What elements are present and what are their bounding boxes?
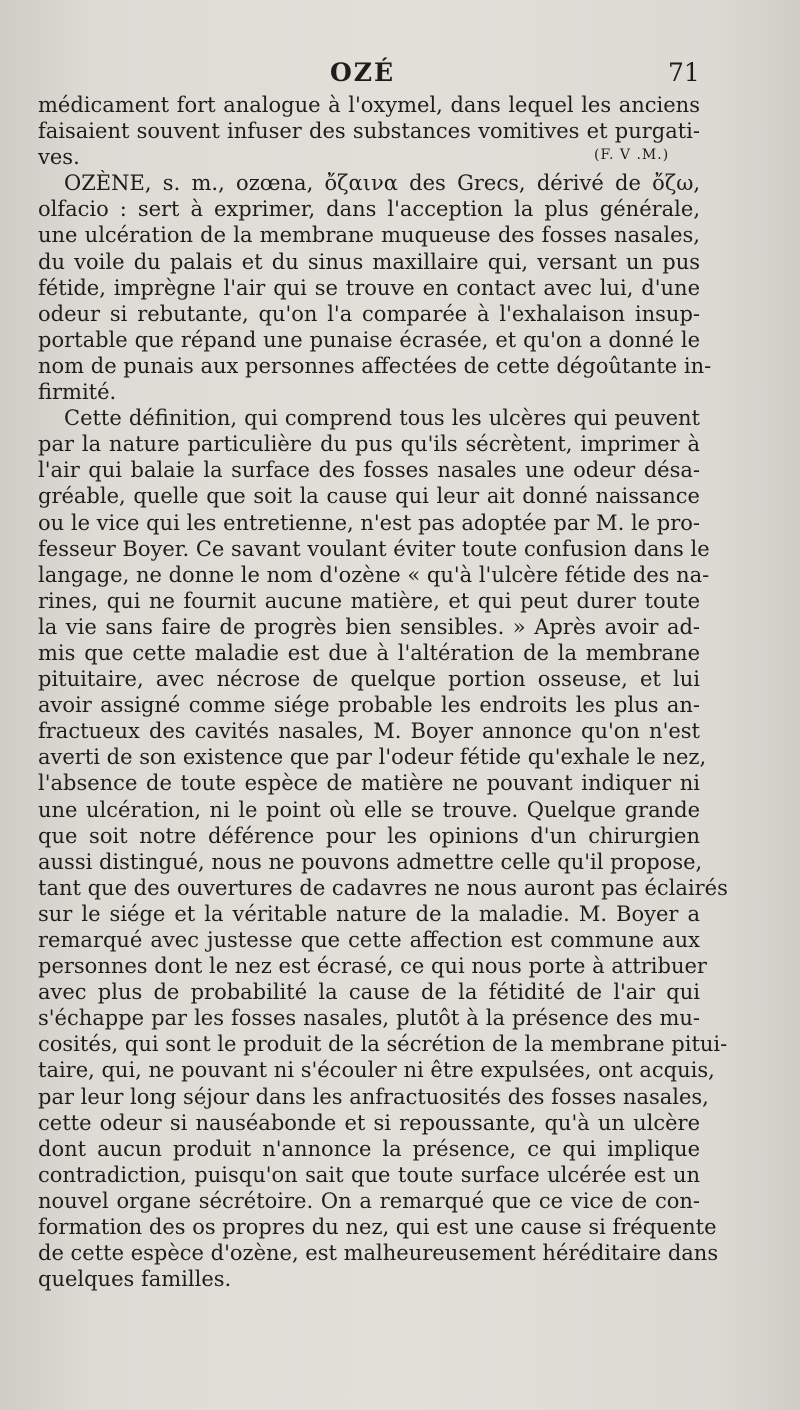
text-line: avec plus de probabilité la cause de la fétidité de l'air qui [38, 980, 700, 1005]
text-line: averti de son existence que par l'odeur fétide qu'exhale le nez, [38, 745, 707, 770]
text-line: nouvel organe sécrétoire. On a remarqué que ce vice de con- [38, 1188, 700, 1213]
text-line: fractueux des cavités nasales, M. Boyer annonce qu'on n'est [38, 719, 700, 744]
text-line: gréable, quelle que soit la cause qui leur ait donné naissance [38, 484, 700, 509]
entry-heading-line: OZÈNE, s. m., ozœna, ὄζαινα des Grecs, dérivé de ὄζω, [64, 171, 700, 196]
text-line: remarqué avec justesse que cette affection est commune aux [38, 928, 700, 952]
text-line: aussi distingué, nous ne pouvons admettre celle qu'il propose, [38, 849, 703, 874]
text-line: formation des os propres du nez, qui est une cause si fréquente [38, 1215, 717, 1240]
text-line: médicament fort analogue à l'oxymel, dans lequel les anciens [38, 93, 700, 117]
text-line: faisaient souvent infuser des substances vomitives et purgati- [38, 119, 700, 144]
text-line: contradiction, puisqu'on sait que toute surface ulcérée est un [38, 1162, 700, 1187]
text-line: par leur long séjour dans les anfractuosités des fosses nasales, [38, 1084, 709, 1109]
text-line: nom de punais aux personnes affectées de cette dégoûtante in- [38, 353, 712, 378]
text-line: olfacio : sert à exprimer, dans l'acception la plus générale, [38, 197, 700, 222]
text-line: dont aucun produit n'annonce la présence, ce qui implique [38, 1136, 700, 1161]
text-line: portable que répand une punaise écrasée, et qu'on a donné le [38, 327, 700, 352]
text-line: rines, qui ne fournit aucune matière, et qui peut durer toute [38, 588, 700, 613]
text-line: Cette définition, qui comprend tous les ulcères qui peuvent [64, 406, 700, 431]
text-line: l'air qui balaie la surface des fosses nasales une odeur désa- [38, 458, 700, 483]
text-line: firmité. [38, 380, 117, 405]
text-line: de cette espèce d'ozène, est malheureusement héréditaire dans [38, 1241, 719, 1266]
text-line: une ulcération de la membrane muqueuse des fosses nasales, [38, 223, 700, 248]
text-line: la vie sans faire de progrès bien sensibles. » Après avoir ad- [38, 614, 700, 639]
body-text [38, 92, 728, 1292]
text-line: langage, ne donne le nom d'ozène « qu'à l'ulcère fétide des na- [38, 562, 710, 587]
text-line: quelques familles. [38, 1267, 232, 1292]
text-line: cosités, qui sont le produit de la sécrétion de la membrane pitui- [38, 1032, 728, 1057]
running-title: OZÉ [330, 58, 396, 87]
text-line: une ulcération, ni le point où elle se trouve. Quelque grande [38, 797, 700, 822]
text-line: par la nature particulière du pus qu'ils sécrètent, imprimer à [38, 432, 700, 457]
text-line: personnes dont le nez est écrasé, ce qui nous porte à attribuer [38, 954, 707, 979]
text-line: que soit notre déférence pour les opinions d'un chirurgien [38, 823, 700, 848]
text-line: tant que des ouvertures de cadavres ne nous auront pas éclairés [38, 875, 728, 900]
text-line: sur le siége et la véritable nature de la maladie. M. Boyer a [38, 901, 700, 926]
text-line: mis que cette maladie est due à l'altération de la membrane [38, 640, 700, 665]
text-line: cette odeur si nauséabonde et si repoussante, qu'à un ulcère [38, 1110, 700, 1135]
text-line: ves. [38, 145, 80, 170]
text-line: fétide, imprègne l'air qui se trouve en contact avec lui, d'une [38, 275, 700, 300]
author-signature: (F. V .M.) [594, 147, 670, 163]
page-number: 71 [668, 58, 700, 87]
text-line: l'absence de toute espèce de matière ne pouvant indiquer ni [38, 771, 700, 796]
text-line: taire, qui, ne pouvant ni s'écouler ni être expulsées, ont acquis, [38, 1058, 715, 1083]
text-line: fesseur Boyer. Ce savant voulant éviter toute confusion dans le [38, 536, 710, 561]
text-line: s'échappe par les fosses nasales, plutôt à la présence des mu- [38, 1006, 700, 1031]
text-line: odeur si rebutante, qu'on l'a comparée à l'exhalaison insup- [38, 301, 700, 326]
text-line: ou le vice qui les entretienne, n'est pas adoptée par M. le pro- [38, 510, 700, 535]
text-line: du voile du palais et du sinus maxillaire qui, versant un pus [38, 249, 700, 274]
text-line: avoir assigné comme siége probable les endroits les plus an- [38, 693, 700, 718]
text-line: pituitaire, avec nécrose de quelque portion osseuse, et lui [38, 667, 700, 692]
page-header [0, 52, 800, 92]
